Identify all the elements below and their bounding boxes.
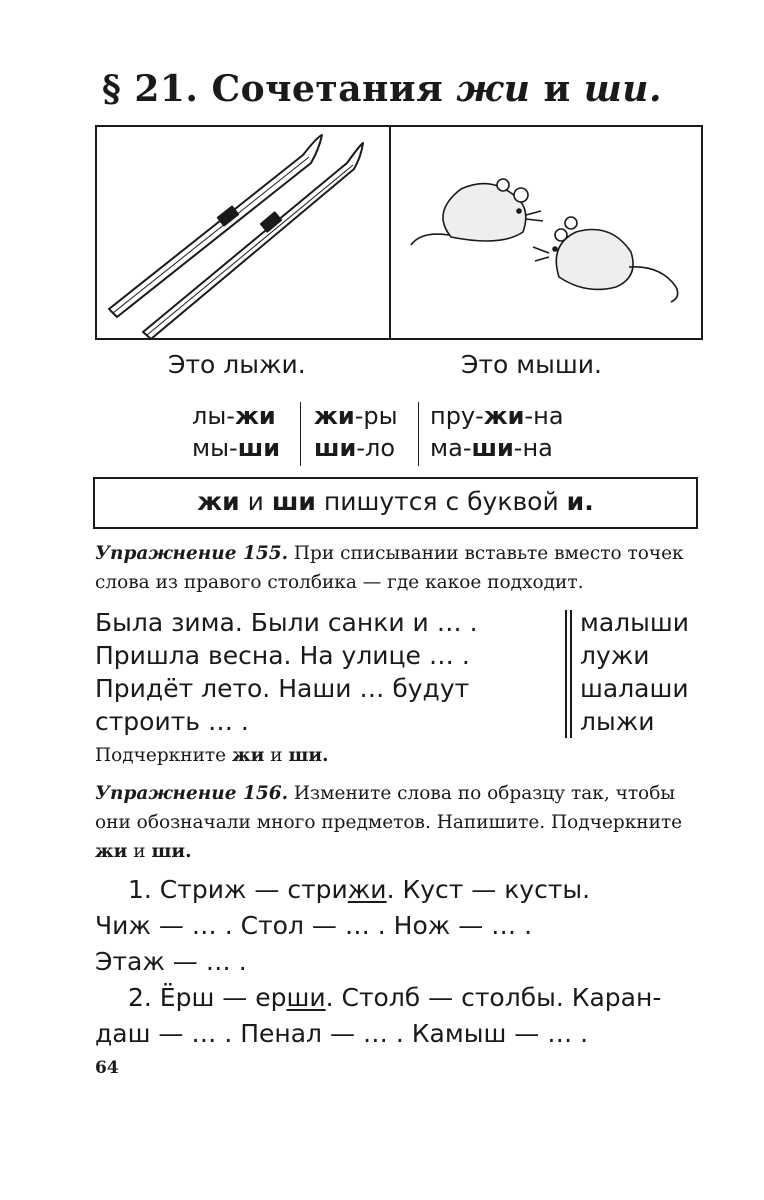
syllable-bold: жи [483, 402, 525, 430]
syllable-word [192, 400, 295, 432]
word-column-rule [570, 610, 572, 738]
picture-frame [95, 125, 703, 340]
exercise-155-line: Придёт лето. Наши … будут [95, 674, 470, 703]
task-text: 2. Ёрш — ер [128, 983, 287, 1012]
syllable-part: ма- [430, 434, 472, 462]
syllable-part: мы- [192, 434, 238, 462]
exercise-156-instruction [95, 779, 703, 866]
rule-shi: ши [271, 487, 316, 516]
exercise-156-task-1-line-1 [128, 873, 590, 906]
mice-caption: Это мыши. [461, 350, 602, 379]
syllable-word [430, 432, 564, 464]
exercise-155-line: строить … . [95, 707, 249, 736]
exercise-156-label: Упражнение 156. [95, 783, 289, 804]
note-and: и [264, 745, 289, 766]
page-title [0, 68, 764, 110]
title-shi: ши. [583, 68, 663, 110]
syllable-column-3 [430, 400, 564, 464]
syllable-word [314, 432, 398, 464]
exercise-156-task-2-line-2: даш — … . Пенал — … . Камыш — … . [95, 1019, 589, 1048]
mice-illustration [391, 127, 703, 338]
task-text: . Куст — кусты. [386, 875, 591, 904]
syllable-separator [300, 402, 301, 466]
word-option: малыши [580, 608, 690, 637]
exercise-155-line: Была зима. Были санки и … . [95, 608, 478, 637]
syllable-column-1 [192, 400, 295, 464]
exercise-156-and: и [127, 841, 152, 862]
rule-and: и [239, 487, 272, 516]
exercise-155-note [95, 741, 703, 770]
title-section: § 21. Сочетания [101, 68, 457, 110]
task-text: . Столб — столбы. Каран- [325, 983, 662, 1012]
word-option: лужи [580, 641, 650, 670]
exercise-156-shi: ши. [151, 841, 192, 862]
note-prefix: Подчеркните [95, 745, 232, 766]
exercise-155-instruction [95, 539, 703, 597]
syllable-word [430, 400, 564, 432]
syllable-bold: жи [314, 402, 355, 430]
word-option: шалаши [580, 674, 689, 703]
syllable-word [192, 432, 295, 464]
syllable-bold: жи [234, 402, 276, 430]
syllable-part: -ры [354, 402, 398, 430]
syllable-bold: ши [471, 434, 514, 462]
rule-rest: пишутся с буквой [315, 487, 567, 516]
exercise-155-text: При списывании вставьте вместо точек слова из правого столбика — где какое подходит. [95, 543, 684, 593]
exercise-156-zhi: жи [95, 841, 128, 862]
syllable-part: пру- [430, 402, 484, 430]
syllable-part: -на [513, 434, 553, 462]
syllable-column-2 [314, 400, 398, 464]
syllable-part: -ло [356, 434, 395, 462]
skis-illustration [97, 127, 389, 338]
rule-text [95, 487, 696, 516]
syllable-part: -на [524, 402, 564, 430]
page-number: 64 [95, 1058, 119, 1078]
word-option: лыжи [580, 707, 655, 736]
rule-top-border [93, 477, 698, 479]
task-underlined: жи [347, 875, 387, 904]
task-text: 1. Стриж — стри [128, 875, 348, 904]
rule-letter: и. [566, 487, 594, 516]
title-and: и [530, 68, 584, 110]
rule-box [93, 477, 698, 529]
title-zhi: жи [456, 68, 531, 110]
task-underlined: ши [286, 983, 326, 1012]
rule-bottom-border [93, 527, 698, 529]
rule-zhi: жи [197, 487, 240, 516]
exercise-156-text: Измените слова по образцу так, чтобы они обозначали много предметов. Напишите. Подчеркните [95, 783, 683, 833]
note-zhi: жи [231, 745, 265, 766]
syllable-part: лы- [192, 402, 235, 430]
syllable-bold: ши [314, 434, 357, 462]
exercise-156-task-1-line-2: Чиж — … . Стол — … . Нож — … . [95, 911, 533, 940]
note-shi: ши. [288, 745, 329, 766]
exercise-155-label: Упражнение 155. [95, 543, 289, 564]
skis-caption: Это лыжи. [168, 350, 306, 379]
word-column-rule [565, 610, 567, 738]
syllable-bold: ши [237, 434, 281, 462]
exercise-156-task-1-line-3: Этаж — … . [95, 947, 247, 976]
exercise-155-line: Пришла весна. На улице … . [95, 641, 470, 670]
syllable-word [314, 400, 398, 432]
exercise-156-task-2-line-1 [128, 981, 661, 1014]
syllable-separator [418, 402, 419, 466]
